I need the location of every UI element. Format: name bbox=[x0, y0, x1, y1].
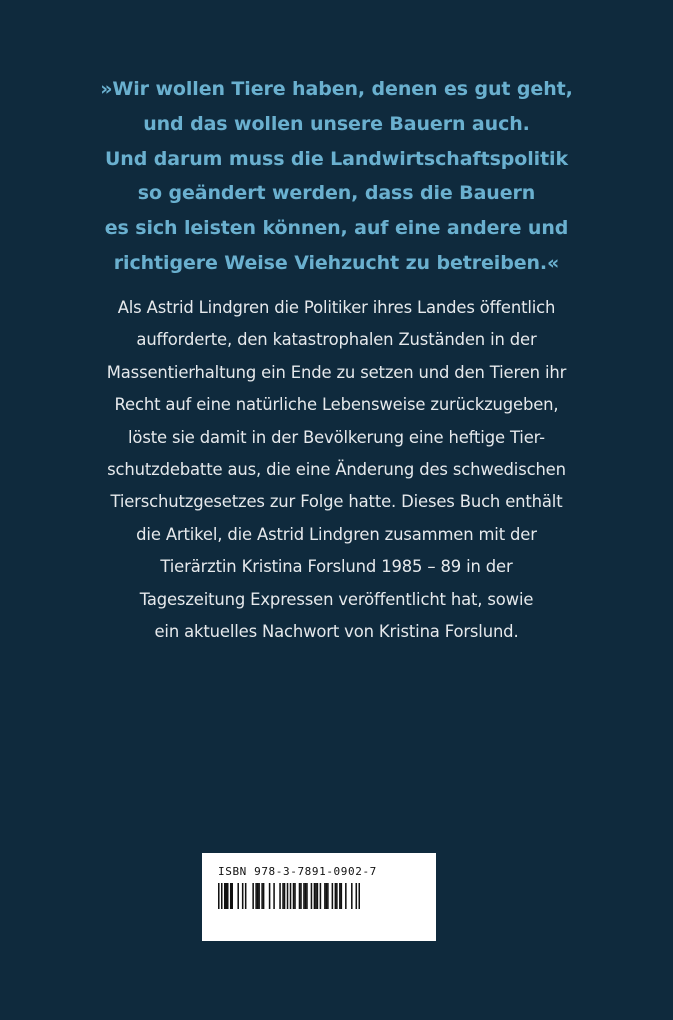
barcode-bar bbox=[221, 883, 223, 909]
barcode-bar bbox=[345, 883, 347, 909]
barcode-bar bbox=[231, 883, 233, 909]
description-line: Als Astrid Lindgren die Politiker ihres Landes öffentlich bbox=[117, 298, 556, 317]
barcode-bar bbox=[290, 883, 292, 909]
barcode-bar bbox=[224, 883, 226, 909]
isbn-barcode-box bbox=[202, 853, 436, 941]
barcode-bar bbox=[287, 883, 289, 909]
description-line: Tierschutzgesetzes zur Folge hatte. Dieses Buch enthält bbox=[110, 492, 563, 512]
barcode-bar bbox=[311, 883, 313, 909]
quote-line: es sich leisten können, auf eine andere und bbox=[104, 217, 569, 240]
barcode-bar bbox=[252, 883, 254, 909]
barcode-bar bbox=[294, 883, 296, 909]
quote-line: so geändert werden, dass die Bauern bbox=[137, 182, 536, 205]
description-line: die Artikel, die Astrid Lindgren zusammen mit der bbox=[136, 524, 537, 544]
barcode-bar bbox=[282, 883, 284, 909]
barcode-bar bbox=[237, 883, 239, 909]
barcode-bar bbox=[255, 883, 257, 909]
description-line: löste sie damit in der Bevölkerung eine heftige Tier- bbox=[128, 427, 545, 447]
barcode-bar bbox=[305, 883, 307, 909]
barcode-bar bbox=[218, 883, 220, 909]
description-line: Recht auf eine natürliche Lebensweise zurückzugeben, bbox=[114, 395, 559, 415]
barcode-graphic bbox=[218, 883, 360, 909]
description-line: Tierärztin Kristina Forslund 1985 – 89 in der bbox=[160, 557, 513, 577]
blurb-quote bbox=[40, 72, 633, 281]
barcode-bar bbox=[359, 883, 360, 909]
isbn-label: ISBN 978-3-7891-0902-7 bbox=[218, 865, 377, 878]
barcode-bar bbox=[327, 883, 329, 909]
barcode-bar bbox=[293, 883, 295, 909]
barcode-bar bbox=[315, 883, 317, 909]
barcode-bar bbox=[227, 883, 229, 909]
description-line: Tageszeitung Expressen veröffentlicht hat, sowie bbox=[139, 589, 534, 609]
barcode-bar bbox=[257, 883, 259, 909]
barcode-bar bbox=[332, 883, 334, 909]
barcode-bar bbox=[306, 883, 308, 909]
quote-line: richtigere Weise Viehzucht zu betreiben.« bbox=[113, 251, 560, 274]
barcode-bar bbox=[326, 883, 328, 909]
barcode-bar bbox=[263, 883, 265, 909]
barcode-bar bbox=[258, 883, 260, 909]
barcode-bar bbox=[324, 883, 326, 909]
description-line: ein aktuelles Nachwort von Kristina Forslund. bbox=[154, 622, 519, 642]
description-line: aufforderte, den katastrophalen Zuständen in der bbox=[136, 330, 537, 350]
barcode-bar bbox=[300, 883, 302, 909]
barcode-bar bbox=[314, 883, 316, 909]
barcode-bar bbox=[225, 883, 227, 909]
barcode-bar bbox=[356, 883, 358, 909]
barcode-bar bbox=[339, 883, 341, 909]
barcode-bar bbox=[320, 883, 322, 909]
barcode-bar bbox=[284, 883, 286, 909]
barcode-bar bbox=[242, 883, 244, 909]
quote-line: »Wir wollen Tiere haben, denen es gut geht, bbox=[100, 78, 573, 100]
book-description bbox=[40, 292, 633, 648]
description-line: Massentierhaltung ein Ende zu setzen und den Tieren ihr bbox=[106, 362, 567, 382]
barcode-bar bbox=[341, 883, 343, 909]
barcode-bar bbox=[230, 883, 232, 909]
quote-line: und das wollen unsere Bauern auch. bbox=[143, 112, 530, 135]
barcode-bar bbox=[351, 883, 353, 909]
quote-line: Und darum muss die Landwirtschaftspolitik bbox=[104, 147, 569, 170]
barcode-bar bbox=[279, 883, 281, 909]
barcode-bar bbox=[269, 883, 271, 909]
description-line: schutzdebatte aus, die eine Änderung des schwedischen bbox=[107, 460, 566, 480]
barcode-bar bbox=[299, 883, 301, 909]
barcode-bar bbox=[261, 883, 263, 909]
barcode-bar bbox=[273, 883, 275, 909]
barcode-bar bbox=[335, 883, 337, 909]
barcode-bar bbox=[245, 883, 247, 909]
barcode-bar bbox=[336, 883, 338, 909]
barcode-bar bbox=[317, 883, 319, 909]
barcode-bar bbox=[303, 883, 305, 909]
